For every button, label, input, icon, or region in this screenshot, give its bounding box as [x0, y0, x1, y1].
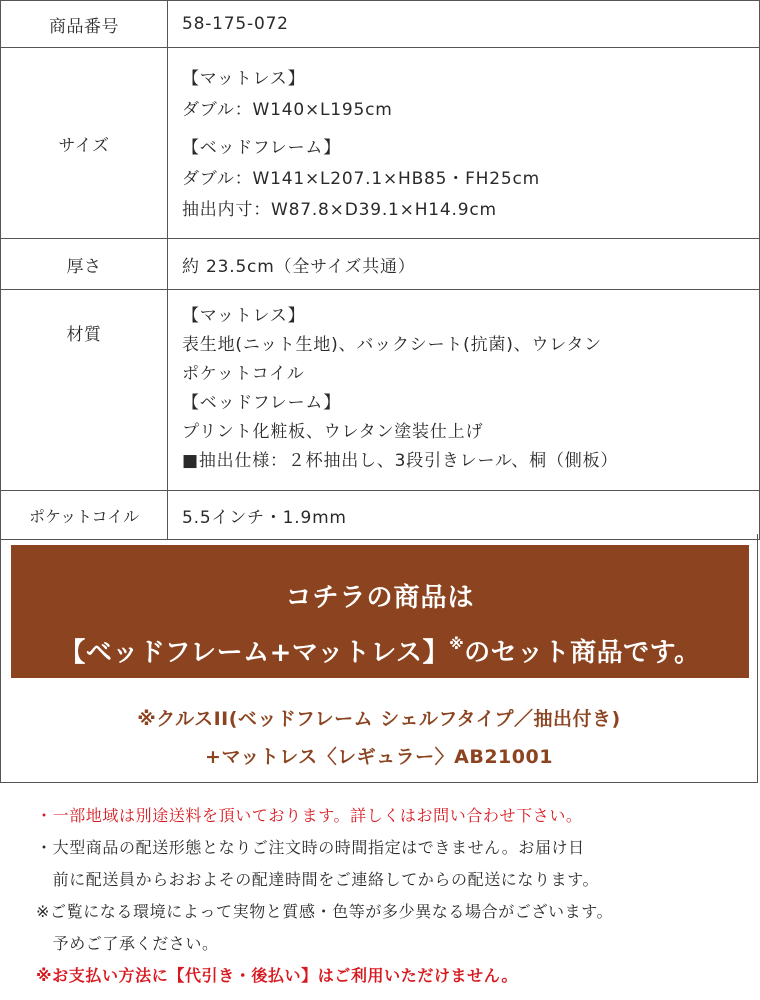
banner-set-tail: のセット商品です。: [464, 638, 701, 668]
banner-set-items: 【ベッドフレーム+マットレス】: [59, 638, 450, 668]
size-mattress-line: ダブル：W140×L195cm: [182, 100, 393, 120]
note-appearance-cont: 予めご了承ください。: [36, 934, 219, 953]
spec-row-material: [1, 290, 759, 491]
set-note-line-2: +マットレス〈レギュラー〉AB21001: [205, 746, 553, 768]
spec-row-thickness: [1, 239, 759, 290]
set-note-line-1: ※クルスII(ベッドフレーム シェルフタイプ／抽出付き): [137, 708, 621, 730]
material-line: プリント化粧板、ウレタン塗装仕上げ: [182, 422, 484, 442]
note-delivery-cont: 前に配送員からおおよその配達時間をご連絡してからの配送になります。: [36, 870, 600, 889]
spec-value: 5.5インチ・1.9mm: [182, 507, 347, 528]
spec-label: 厚さ: [1, 239, 168, 289]
size-frame-heading: 【ベッドフレーム】: [182, 138, 342, 158]
note-payment: ※お支払い方法に【代引き・後払い】はご利用いただけません。: [36, 966, 518, 985]
note-mark: ※: [449, 635, 465, 653]
material-line: 【マットレス】: [182, 306, 306, 326]
spec-label: 材質: [1, 290, 168, 490]
spec-value: [168, 290, 759, 490]
material-line: 【ベッドフレーム】: [182, 393, 342, 413]
size-drawer-line: 抽出内寸：W87.8×D39.1×H14.9cm: [182, 200, 497, 220]
material-line: ポケットコイル: [182, 364, 305, 384]
spec-value: 約 23.5cm（全サイズ共通）: [182, 256, 416, 277]
banner-line-1: コチラの商品は: [285, 583, 475, 613]
set-notice-box: [0, 534, 758, 783]
size-frame-line: ダブル：W141×L207.1×HB85・FH25cm: [182, 169, 540, 189]
banner-line-2: [11, 632, 749, 669]
spec-value: [168, 48, 759, 238]
spec-label: サイズ: [1, 48, 168, 238]
material-line: ■抽出仕様：２杯抽出し、3段引きレール、桐（側板）: [182, 451, 619, 471]
notes: [36, 800, 736, 992]
material-line: 表生地(ニット生地)、バックシート(抗菌)、ウレタン: [182, 335, 602, 355]
note-shipping-fee: ・一部地域は別途送料を頂いております。詳しくはお問い合わせ下さい。: [36, 806, 583, 825]
note-appearance: ※ご覧になる環境によって実物と質感・色等が多少異なる場合がございます。: [36, 902, 614, 921]
spec-row-product-number: [1, 1, 759, 48]
size-mattress-heading: 【マットレス】: [182, 69, 306, 89]
note-delivery: ・大型商品の配送形態となりご注文時の時間指定はできません。お届け日: [36, 838, 585, 857]
spec-value: 58-175-072: [182, 14, 289, 34]
spec-label: 商品番号: [1, 1, 168, 47]
set-banner: [11, 545, 749, 678]
spec-label: ポケットコイル: [1, 491, 168, 539]
spec-row-size: [1, 48, 759, 239]
spec-row-pocket-coil: [1, 491, 759, 539]
